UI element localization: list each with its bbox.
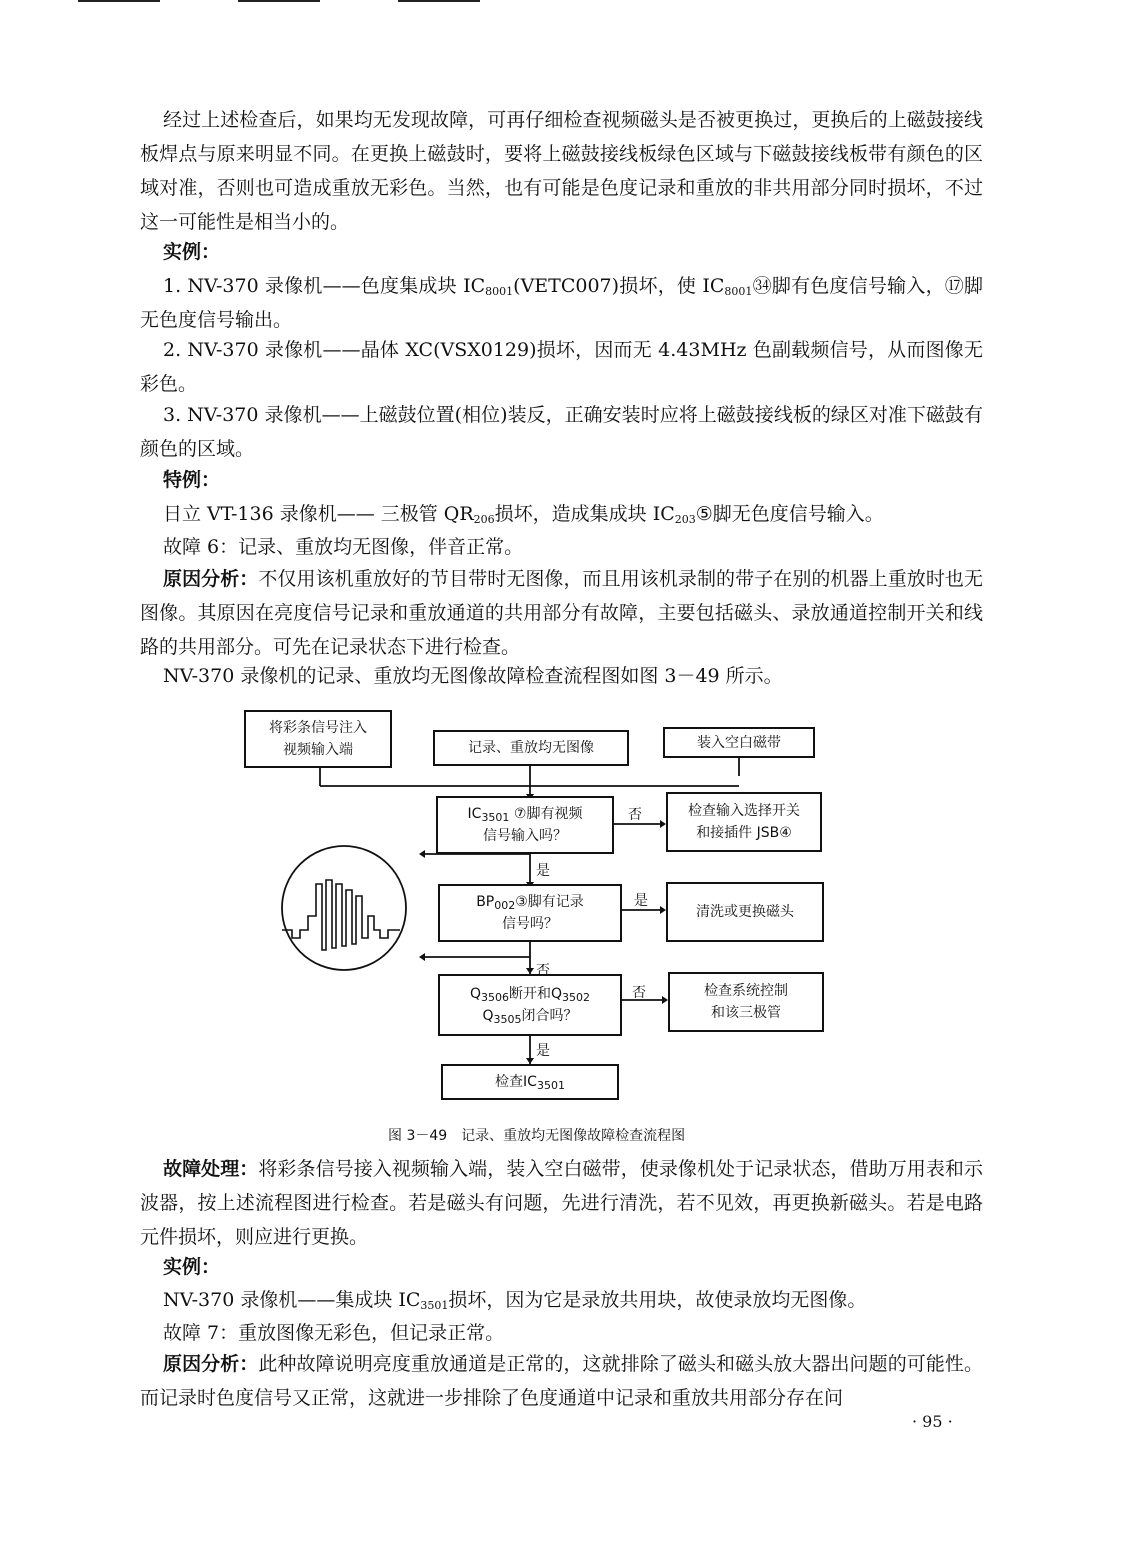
- page-number: · 95 ·: [912, 1412, 953, 1431]
- cause-label: 原因分析：: [163, 568, 259, 590]
- flow-intro: NV-370 录像机的记录、重放均无图像故障检查流程图如图 3－49 所示。: [163, 665, 783, 687]
- paragraph-intro: 经过上述检查后，如果均无发现故障，可再仔细检查视频磁头是否被更换过，更换后的上磁鼓接线板焊点与原来明显不同。在更换上磁鼓时，要将上磁鼓接线板绿色区域与下磁鼓接线板带有颜色的区域对准，否则也可造成重放无彩色。当然，也有可能是色度记录和重放的非共用部分同时损坏，不过这一可能性是相当小的。: [140, 109, 983, 233]
- flow-box-question-1: $IC_{3501}$ ⑦脚有视频 信号输入吗？: [436, 796, 614, 854]
- flow-box-question-2: $BP_{002}③$脚有记录 信号吗？: [438, 884, 622, 942]
- flow-box-question-3: $Q_{3506}$断开和$Q_{3502}$ $Q_{3505}$闭合吗？: [438, 974, 622, 1036]
- cause-7: 原因分析：此种故障说明亮度重放通道是正常的，这就排除了磁头和磁头放大器出问题的可能性。而记录时色度信号又正常，这就进一步排除了色度通道中记录和重放共用部分存在问: [140, 1353, 983, 1409]
- flow-box-result-3: 检查系统控制 和该三极管: [668, 972, 824, 1032]
- heading-example-2: 实例：: [163, 1256, 221, 1278]
- flow-label-no-2: 否: [536, 963, 550, 979]
- heading-special: 特例：: [163, 469, 221, 491]
- flow-label-yes-2: 是: [634, 893, 648, 909]
- fault-6-title: 故障 6：记录、重放均无图像，伴音正常。: [163, 536, 524, 558]
- flow-label-yes-3: 是: [536, 1043, 550, 1059]
- flow-box-start: 记录、重放均无图像: [433, 730, 629, 766]
- flow-box-end: 检查$IC_{3501}$: [441, 1064, 619, 1100]
- cause-label-2: 原因分析：: [163, 1353, 259, 1375]
- handling-label: 故障处理：: [163, 1158, 259, 1180]
- example-1: 1. NV-370 录像机——色度集成块 $IC_{8001}(VETC007)$损坏，使 $IC_{8001}㉞$脚有色度信号输入，⑰脚无色度信号输出。: [140, 275, 983, 331]
- flow-label-yes-1: 是: [536, 863, 550, 879]
- special-case: 日立 VT-136 录像机—— 三极管 $QR_{206}$损坏，造成集成块 $IC_{203}⑤$脚无色度信号输入。: [163, 503, 884, 526]
- example-4: NV-370 录像机——集成块 $IC_{3501}$损坏，因为它是录放共用块，故使录放均无图像。: [163, 1289, 867, 1312]
- flow-box-result-1: 检查输入选择开关 和接插件 JSB④: [666, 792, 822, 852]
- flow-box-inject-signal: 将彩条信号注入 视频输入端: [244, 710, 392, 768]
- flow-box-insert-tape: 装入空白磁带: [663, 727, 815, 758]
- figure-caption: 图 3－49 记录、重放均无图像故障检查流程图: [388, 1128, 686, 1144]
- fault-7-title: 故障 7：重放图像无彩色，但记录正常。: [163, 1322, 505, 1344]
- example-3: 3. NV-370 录像机——上磁鼓位置(相位)装反，正确安装时应将上磁鼓接线板的绿区对准下磁鼓有颜色的区域。: [140, 404, 983, 460]
- flow-label-no-3: 否: [632, 985, 646, 1001]
- example-2: 2. NV-370 录像机——晶体 XC(VSX0129)损坏，因而无 4.43MHz 色副载频信号，从而图像无彩色。: [140, 339, 983, 395]
- heading-example-1: 实例：: [163, 241, 221, 263]
- cause-6: 原因分析：不仅用该机重放好的节目带时无图像，而且用该机录制的带子在别的机器上重放时也无图像。其原因在亮度信号记录和重放通道的共用部分有故障，主要包括磁头、录放通道控制开关和线路的共用部分。可先在记录状态下进行检查。: [140, 568, 983, 658]
- fault-handling: 故障处理：将彩条信号接入视频输入端，装入空白磁带，使录像机处于记录状态，借助万用表和示波器，按上述流程图进行检查。若是磁头有问题，先进行清洗，若不见效，再更换新磁头。若是电路元件损坏，则应进行更换。: [140, 1158, 983, 1248]
- flow-label-no-1: 否: [628, 807, 642, 823]
- flow-box-result-2: 清洗或更换磁头: [666, 882, 824, 942]
